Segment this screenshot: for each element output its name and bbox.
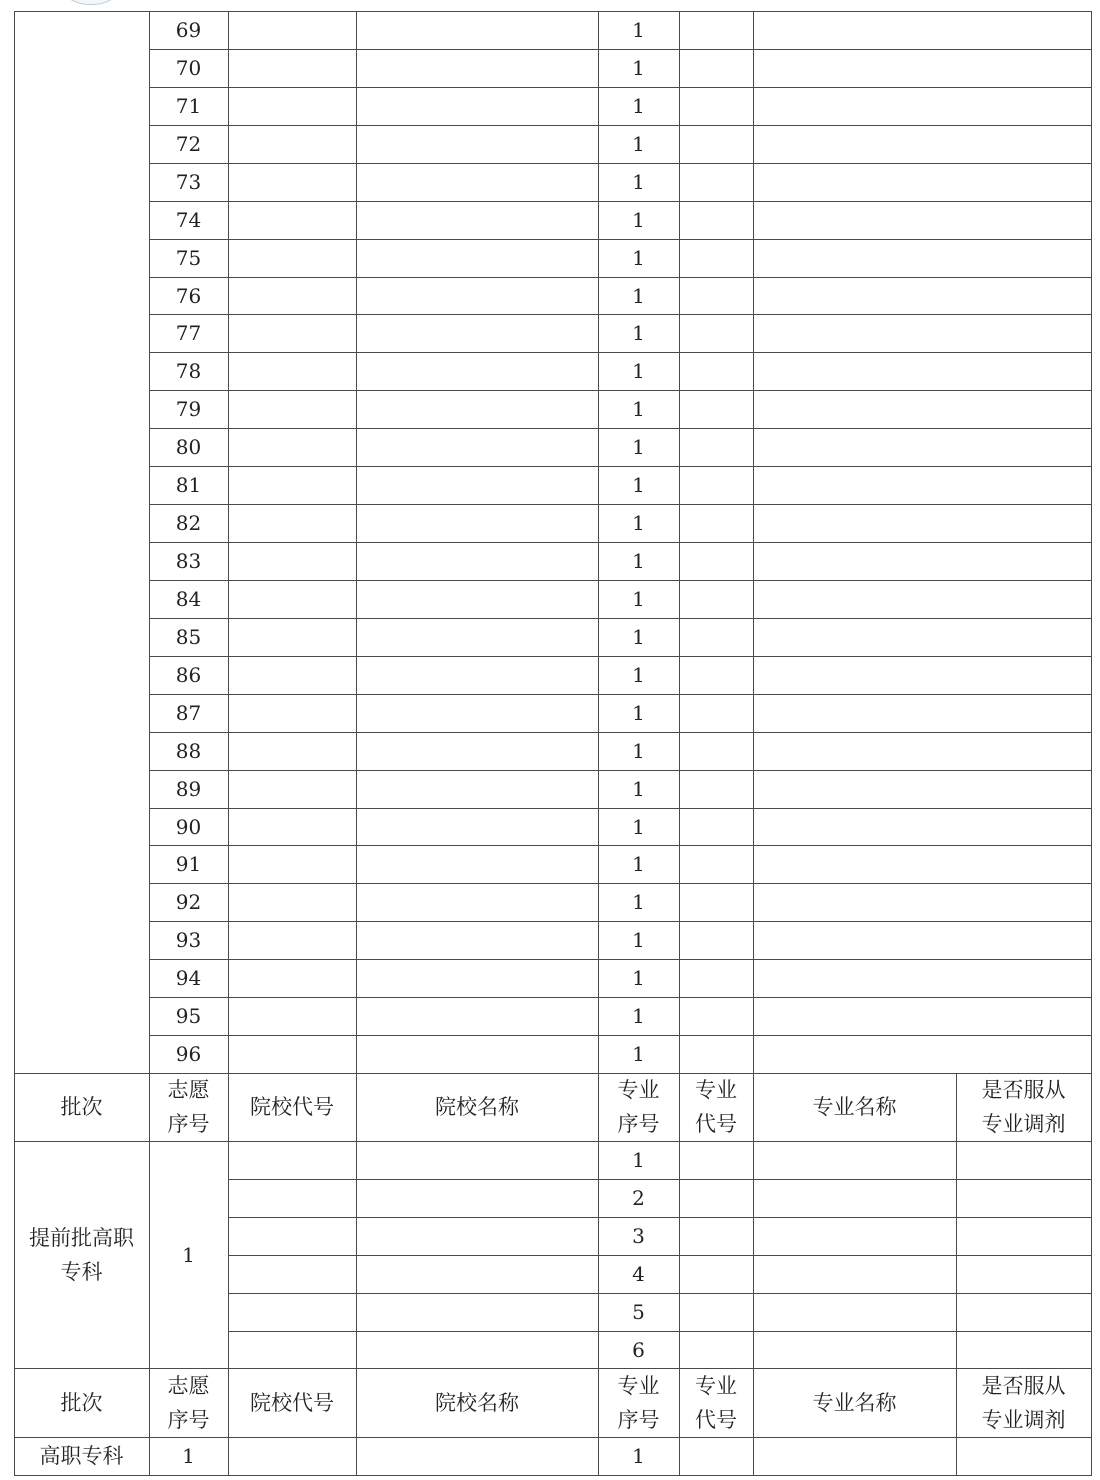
- preference-number: 76: [175, 284, 202, 308]
- professional-index: 1: [632, 208, 645, 232]
- major-code-cell: [679, 1331, 753, 1369]
- header-1-col-1-line: 序号: [167, 1112, 210, 1136]
- school-code-cell: [228, 542, 356, 580]
- header-2-col-2: [228, 1368, 356, 1437]
- adjust-cell: [956, 1293, 1091, 1331]
- preference-number: 84: [175, 587, 202, 611]
- header-2-col-3-line: 院校名称: [435, 1390, 519, 1415]
- school-code-cell: [228, 618, 356, 656]
- major-name-cell: [753, 732, 1091, 770]
- school-name-cell: [356, 1331, 598, 1369]
- header-1-col-5: [679, 1073, 753, 1141]
- professional-index: 1: [632, 701, 645, 725]
- batch-label-advance-line: 专科: [60, 1259, 103, 1284]
- major-code-cell: [679, 239, 753, 277]
- major-code-cell: [679, 390, 753, 428]
- major-name-cell: [753, 921, 1091, 959]
- header-1-col-7-line: 是否服从: [981, 1078, 1066, 1102]
- major-code-cell: [679, 163, 753, 201]
- school-code-cell: [228, 959, 356, 997]
- school-name-cell: [356, 770, 598, 808]
- major-name-cell: [753, 49, 1091, 87]
- major-code-cell: [679, 125, 753, 163]
- school-name-cell: [356, 504, 598, 542]
- column-line: [356, 11, 357, 1074]
- batch-label-advance: [14, 1141, 149, 1368]
- column-line: [228, 1141, 229, 1369]
- school-code-cell: [228, 201, 356, 239]
- school-code-cell: [228, 504, 356, 542]
- school-name-cell: [356, 618, 598, 656]
- preference-number: 81: [175, 473, 202, 497]
- header-2-col-7-line: 是否服从: [981, 1373, 1066, 1398]
- professional-index: 1: [632, 284, 645, 308]
- school-name-cell: [356, 1217, 598, 1255]
- major-name-cell: [753, 11, 1091, 49]
- school-name-cell: [356, 1035, 598, 1073]
- major-name-cell: [753, 201, 1091, 239]
- school-name-cell: [356, 163, 598, 201]
- school-name-cell: [356, 883, 598, 921]
- major-name-cell: [753, 845, 1091, 883]
- major-name-cell: [753, 580, 1091, 618]
- school-name-cell: [356, 277, 598, 315]
- preference-number: 90: [175, 815, 202, 839]
- major-code-cell: [679, 845, 753, 883]
- professional-index: 1: [632, 435, 645, 459]
- header-1-col-7: [956, 1073, 1091, 1141]
- major-code-cell: [679, 694, 753, 732]
- professional-index: 1: [632, 739, 645, 763]
- adjust-cell: [956, 1179, 1091, 1217]
- school-code-cell: [228, 1293, 356, 1331]
- preference-number: 74: [175, 208, 202, 232]
- school-name-cell: [356, 352, 598, 390]
- preference-number: 80: [175, 435, 202, 459]
- school-code-cell: [228, 808, 356, 846]
- major-code-cell: [679, 277, 753, 315]
- school-code-cell: [228, 1141, 356, 1179]
- column-line: [679, 11, 680, 1074]
- professional-index: 1: [632, 587, 645, 611]
- major-code-cell: [679, 11, 753, 49]
- professional-index: 1: [632, 852, 645, 876]
- column-line: [228, 1437, 229, 1476]
- preference-number: 79: [175, 397, 202, 421]
- school-code-cell: [228, 656, 356, 694]
- column-line: [753, 1141, 754, 1369]
- advance-professional-index: 4: [632, 1262, 645, 1286]
- header-1-col-0-line: 批次: [60, 1095, 103, 1119]
- column-line: [228, 11, 229, 1074]
- preference-number: 95: [175, 1004, 202, 1028]
- professional-index: 1: [632, 132, 645, 156]
- column-line: [753, 1437, 754, 1476]
- major-name-cell: [753, 542, 1091, 580]
- advance-professional-index: 2: [632, 1186, 645, 1210]
- header-1-col-3: [356, 1073, 598, 1141]
- header-1-col-2-line: 院校代号: [250, 1095, 334, 1119]
- school-code-cell: [228, 694, 356, 732]
- advance-professional-index: 1: [632, 1148, 645, 1172]
- school-name-cell: [356, 656, 598, 694]
- preference-number: 75: [175, 246, 202, 270]
- school-code-cell: [228, 466, 356, 504]
- preference-number: 87: [175, 701, 202, 725]
- advance-professional-index: 3: [632, 1224, 645, 1248]
- major-name-cell: [753, 656, 1091, 694]
- professional-index: 1: [632, 890, 645, 914]
- school-code-cell: [228, 314, 356, 352]
- major-name-cell: [753, 694, 1091, 732]
- major-name-cell: [753, 959, 1091, 997]
- school-name-cell: [356, 1293, 598, 1331]
- professional-index: 1: [632, 473, 645, 497]
- school-code-cell: [228, 87, 356, 125]
- major-name-cell: [753, 1179, 956, 1217]
- header-2-col-1-line: 志愿: [167, 1373, 210, 1398]
- header-2-col-4-line: 序号: [617, 1407, 660, 1432]
- major-name-cell: [753, 352, 1091, 390]
- major-code-cell: [679, 732, 753, 770]
- major-name-cell: [753, 808, 1091, 846]
- major-name-cell: [753, 770, 1091, 808]
- advance-professional-index: 5: [632, 1300, 645, 1324]
- school-name-cell: [356, 49, 598, 87]
- school-code-cell: [228, 49, 356, 87]
- adjust-cell: [956, 1331, 1091, 1369]
- preference-number: 91: [175, 852, 202, 876]
- school-code-cell: [228, 1217, 356, 1255]
- major-name-cell: [753, 163, 1091, 201]
- column-line: [679, 1141, 680, 1369]
- preference-number: 73: [175, 170, 202, 194]
- header-2-col-5-line: 代号: [695, 1407, 737, 1432]
- major-name-cell: [753, 314, 1091, 352]
- major-code-cell: [679, 808, 753, 846]
- professional-index: 1: [632, 94, 645, 118]
- professional-index: 1: [632, 170, 645, 194]
- column-line: [598, 11, 599, 1074]
- major-code-cell: [679, 1255, 753, 1293]
- preference-number: 94: [175, 966, 202, 990]
- professional-index: 1: [632, 246, 645, 270]
- school-code-cell: [228, 352, 356, 390]
- column-line: [356, 1141, 357, 1369]
- school-code-cell: [228, 997, 356, 1035]
- professional-index: 1: [632, 777, 645, 801]
- school-code-cell: [228, 277, 356, 315]
- preference-number: 82: [175, 511, 202, 535]
- major-name-cell: [753, 504, 1091, 542]
- school-code-cell: [228, 428, 356, 466]
- major-name-cell: [753, 883, 1091, 921]
- major-name-cell: [753, 1255, 956, 1293]
- header-1-col-7-line: 专业调剂: [981, 1112, 1066, 1136]
- major-code-cell: [679, 921, 753, 959]
- column-line: [956, 1141, 957, 1369]
- major-name-cell: [753, 239, 1091, 277]
- school-name-cell: [356, 580, 598, 618]
- professional-index: 1: [632, 966, 645, 990]
- column-line: [598, 1437, 599, 1476]
- column-line: [598, 1141, 599, 1369]
- major-name-cell: [753, 390, 1091, 428]
- header-2-col-5: [679, 1368, 753, 1437]
- header-1-col-3-line: 院校名称: [435, 1095, 519, 1119]
- school-code-cell: [228, 921, 356, 959]
- school-name-cell: [356, 959, 598, 997]
- column-line: [753, 11, 754, 1074]
- major-name-cell: [753, 1331, 956, 1369]
- column-line: [149, 11, 150, 1074]
- professional-index: 1: [632, 549, 645, 573]
- advance-preference-number: 1: [182, 1242, 195, 1267]
- major-code-cell: [679, 428, 753, 466]
- professional-index: 1: [632, 18, 645, 42]
- major-code-cell: [679, 656, 753, 694]
- school-code-cell: [228, 125, 356, 163]
- major-code-cell: [679, 1179, 753, 1217]
- header-1-col-1: [149, 1073, 228, 1141]
- major-name-cell: [753, 1141, 956, 1179]
- school-name-cell: [356, 390, 598, 428]
- header-1-col-1-line: 志愿: [167, 1078, 210, 1102]
- school-code-cell: [228, 580, 356, 618]
- major-code-cell: [679, 352, 753, 390]
- header-1-col-5-line: 代号: [695, 1112, 737, 1136]
- major-code-cell: [679, 618, 753, 656]
- professional-index: 1: [632, 1004, 645, 1028]
- school-name-cell: [356, 1141, 598, 1179]
- professional-index: 1: [632, 1042, 645, 1066]
- school-name-cell: [356, 542, 598, 580]
- professional-index: 1: [632, 321, 645, 345]
- school-code-cell: [228, 1035, 356, 1073]
- major-code-cell: [679, 1141, 753, 1179]
- school-code-cell: [228, 770, 356, 808]
- professional-index: 1: [632, 815, 645, 839]
- school-name-cell: [356, 87, 598, 125]
- major-code-cell: [679, 201, 753, 239]
- major-code-cell: [679, 542, 753, 580]
- school-name-cell: [356, 997, 598, 1035]
- school-name-cell: [356, 1179, 598, 1217]
- preference-number: 89: [175, 777, 202, 801]
- header-1-col-2: [228, 1073, 356, 1141]
- header-2-col-3: [356, 1368, 598, 1437]
- adjust-cell: [956, 1217, 1091, 1255]
- preference-number: 70: [175, 56, 202, 80]
- school-name-cell: [356, 239, 598, 277]
- major-name-cell: [753, 87, 1091, 125]
- major-name-cell: [753, 277, 1091, 315]
- header-1-col-5-line: 专业: [695, 1078, 737, 1102]
- header-2-col-5-line: 专业: [695, 1373, 737, 1398]
- major-code-cell: [679, 997, 753, 1035]
- batch-label-advance-line: 提前批高职: [29, 1225, 134, 1250]
- header-2-col-4: [598, 1368, 679, 1437]
- major-code-cell: [679, 1217, 753, 1255]
- major-name-cell: [753, 1035, 1091, 1073]
- school-name-cell: [356, 921, 598, 959]
- adjust-cell: [956, 1255, 1091, 1293]
- school-name-cell: [356, 845, 598, 883]
- major-name-cell: [753, 618, 1091, 656]
- preference-number: 96: [175, 1042, 202, 1066]
- header-2-col-0: [14, 1368, 149, 1437]
- adjust-cell: [956, 1141, 1091, 1179]
- preference-number: 69: [175, 18, 202, 42]
- preference-number: 72: [175, 132, 202, 156]
- column-line: [14, 11, 15, 1074]
- school-code-cell: [228, 390, 356, 428]
- header-2-col-1-line: 序号: [167, 1407, 210, 1432]
- school-name-cell: [356, 694, 598, 732]
- school-code-cell: [228, 163, 356, 201]
- major-name-cell: [753, 1293, 956, 1331]
- column-line: [956, 1437, 957, 1476]
- school-code-cell: [228, 1179, 356, 1217]
- major-code-cell: [679, 504, 753, 542]
- header-1-col-6: [753, 1073, 956, 1141]
- preference-number: 92: [175, 890, 202, 914]
- school-name-cell: [356, 1255, 598, 1293]
- batch-label-vocational: 高职专科: [39, 1444, 124, 1468]
- table-bottom-border: [14, 1475, 1092, 1476]
- school-code-cell: [228, 1331, 356, 1369]
- header-2-col-7-line: 专业调剂: [981, 1407, 1066, 1432]
- column-line: [679, 1437, 680, 1476]
- major-code-cell: [679, 770, 753, 808]
- header-2-col-4-line: 专业: [617, 1373, 660, 1398]
- header-1-col-0: [14, 1073, 149, 1141]
- school-code-cell: [228, 845, 356, 883]
- major-code-cell: [679, 87, 753, 125]
- school-code-cell: [228, 1255, 356, 1293]
- professional-index: 1: [632, 359, 645, 383]
- header-2-col-6-line: 专业名称: [812, 1390, 897, 1415]
- major-name-cell: [753, 1217, 956, 1255]
- school-name-cell: [356, 125, 598, 163]
- vocational-preference-number: 1: [182, 1444, 195, 1468]
- major-code-cell: [679, 959, 753, 997]
- table-right-border: [1091, 11, 1092, 1476]
- header-1-col-4: [598, 1073, 679, 1141]
- professional-index: 1: [632, 511, 645, 535]
- header-2-col-0-line: 批次: [60, 1390, 103, 1415]
- header-1-col-6-line: 专业名称: [812, 1095, 897, 1119]
- preference-number: 83: [175, 549, 202, 573]
- advance-professional-index: 6: [632, 1338, 645, 1362]
- school-name-cell: [356, 466, 598, 504]
- school-name-cell: [356, 808, 598, 846]
- school-code-cell: [228, 239, 356, 277]
- header-1-col-4-line: 序号: [617, 1112, 660, 1136]
- major-name-cell: [753, 428, 1091, 466]
- column-line: [14, 1437, 15, 1476]
- school-code-cell: [228, 11, 356, 49]
- major-code-cell: [679, 1293, 753, 1331]
- school-name-cell: [356, 11, 598, 49]
- professional-index: 1: [632, 928, 645, 952]
- header-1-col-4-line: 专业: [617, 1078, 660, 1102]
- school-code-cell: [228, 732, 356, 770]
- major-code-cell: [679, 883, 753, 921]
- preference-number: 85: [175, 625, 202, 649]
- column-line: [14, 1141, 15, 1369]
- major-name-cell: [753, 466, 1091, 504]
- vocational-professional-index: 1: [632, 1444, 645, 1468]
- professional-index: 1: [632, 663, 645, 687]
- school-name-cell: [356, 428, 598, 466]
- professional-index: 1: [632, 56, 645, 80]
- major-code-cell: [679, 49, 753, 87]
- school-name-cell: [356, 732, 598, 770]
- header-2-col-2-line: 院校代号: [250, 1390, 334, 1415]
- major-name-cell: [753, 125, 1091, 163]
- major-code-cell: [679, 1035, 753, 1073]
- school-name-cell: [356, 201, 598, 239]
- preference-number: 71: [175, 94, 202, 118]
- column-line: [149, 1141, 150, 1369]
- professional-index: 1: [632, 397, 645, 421]
- column-line: [149, 1437, 150, 1476]
- header-2-col-1: [149, 1368, 228, 1437]
- emblem-logo: [62, 0, 120, 5]
- preference-number: 78: [175, 359, 202, 383]
- column-line: [356, 1437, 357, 1476]
- header-2-col-7: [956, 1368, 1091, 1437]
- header-2-col-6: [753, 1368, 956, 1437]
- preference-number: 88: [175, 739, 202, 763]
- school-name-cell: [356, 314, 598, 352]
- professional-index: 1: [632, 625, 645, 649]
- major-name-cell: [753, 997, 1091, 1035]
- preference-number: 93: [175, 928, 202, 952]
- preference-number: 77: [175, 321, 202, 345]
- major-code-cell: [679, 580, 753, 618]
- preference-number: 86: [175, 663, 202, 687]
- school-code-cell: [228, 883, 356, 921]
- major-code-cell: [679, 466, 753, 504]
- major-code-cell: [679, 314, 753, 352]
